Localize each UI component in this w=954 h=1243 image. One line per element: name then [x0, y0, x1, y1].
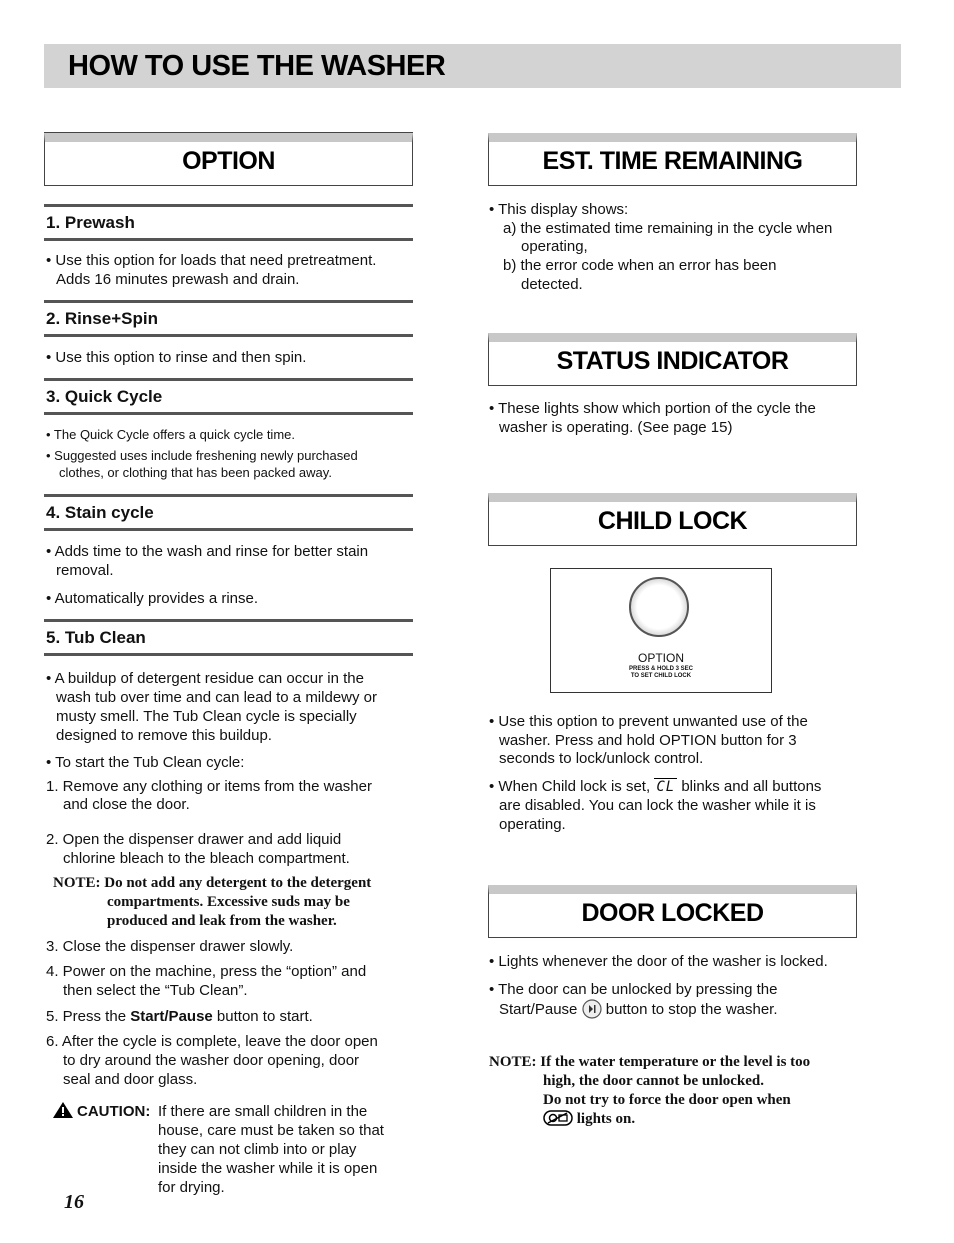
- option-section-header: [44, 133, 413, 186]
- tub-clean-note-l2: compartments. Excessive suds may be: [107, 894, 350, 910]
- door-lock-icon: [543, 1110, 573, 1126]
- page-number: 16: [64, 1191, 84, 1213]
- tub-clean-step5: [46, 1007, 313, 1026]
- start-pause-icon: [582, 999, 602, 1019]
- quick-cycle-text-2: • Suggested uses include freshening newly purchased: [46, 448, 358, 463]
- stain-cycle-heading: 4. Stain cycle: [46, 503, 154, 522]
- cl-symbol-icon: CL: [656, 779, 676, 795]
- door-locked-l3-post: button to stop the washer.: [605, 1001, 778, 1018]
- tub-clean-p2: • To start the Tub Clean cycle:: [46, 754, 245, 771]
- stain-cycle-heading-bar: [44, 494, 413, 531]
- door-locked-note-l4-row: [543, 1110, 635, 1129]
- est-time-l2: a) the estimated time remaining in the cycle when: [503, 220, 833, 237]
- tub-clean-step1-l1: 1. Remove any clothing or items from the washer: [46, 778, 372, 795]
- tub-clean-p1-l1: • A buildup of detergent residue can occur in the: [46, 670, 364, 687]
- door-locked-note-l2: high, the door cannot be unlocked.: [543, 1073, 765, 1089]
- child-lock-p2-l3: operating.: [499, 816, 566, 833]
- door-locked-l2: • The door can be unlocked by pressing the: [489, 981, 778, 998]
- tub-clean-step2-l1: 2. Open the dispenser drawer and add liquid: [46, 831, 342, 848]
- caution-l5: for drying.: [158, 1179, 225, 1196]
- option-button-sub-2: TO SET CHILD LOCK: [630, 673, 692, 679]
- tub-clean-step2-l2: chlorine bleach to the bleach compartment.: [63, 850, 350, 867]
- warning-triangle-icon: [53, 1102, 73, 1118]
- door-locked-note-l3: Do not try to force the door open when: [543, 1092, 791, 1108]
- child-lock-p2-l2: are disabled. You can lock the washer while it is: [499, 797, 816, 814]
- tub-clean-heading-bar: [44, 619, 413, 656]
- option-button-sub-1: PRESS & HOLD 3 SEC: [628, 666, 693, 672]
- tub-clean-step5-pre: 5. Press the: [46, 1008, 131, 1025]
- prewash-text-2: Adds 16 minutes prewash and drain.: [56, 271, 300, 288]
- quick-cycle-heading: 3. Quick Cycle: [46, 387, 163, 406]
- tub-clean-step1-l2: and close the door.: [63, 796, 190, 813]
- est-time-l4: b) the error code when an error has been: [503, 257, 777, 274]
- option-title: OPTION: [182, 147, 275, 175]
- door-locked-note-l1: NOTE: If the water temperature or the level is too: [489, 1054, 811, 1070]
- child-lock-p1-l1: • Use this option to prevent unwanted use of the: [489, 713, 808, 730]
- door-locked-title: DOOR LOCKED: [581, 899, 764, 927]
- child-lock-p1-l3: seconds to lock/unlock control.: [499, 750, 704, 767]
- status-l2: washer is operating. (See page 15): [499, 419, 733, 436]
- quick-cycle-text-1: • The Quick Cycle offers a quick cycle time.: [46, 427, 295, 442]
- status-l1: • These lights show which portion of the cycle the: [489, 400, 816, 417]
- child-lock-section-header: [488, 493, 857, 546]
- rinse-spin-heading: 2. Rinse+Spin: [46, 309, 158, 328]
- caution-l2: house, care must be taken so that: [158, 1122, 384, 1139]
- door-locked-l1: • Lights whenever the door of the washer is locked.: [489, 953, 828, 970]
- door-locked-l3: [499, 999, 778, 1019]
- est-time-l3: operating,: [521, 238, 588, 255]
- child-lock-p2-l1: [489, 777, 821, 797]
- caution-label: CAUTION:: [77, 1103, 151, 1120]
- tub-clean-step6-l2: to dry around the washer door opening, door: [63, 1052, 360, 1069]
- tub-clean-step4-l1: 4. Power on the machine, press the “option” and: [46, 963, 367, 980]
- tub-clean-step6-l1: 6. After the cycle is complete, leave the door open: [46, 1033, 378, 1050]
- tub-clean-step3: 3. Close the dispenser drawer slowly.: [46, 938, 294, 955]
- child-lock-p2-post: blinks and all buttons: [681, 778, 822, 795]
- tub-clean-heading: 5. Tub Clean: [46, 628, 146, 647]
- est-time-l1: • This display shows:: [489, 201, 629, 218]
- caution-l1: If there are small children in the: [158, 1103, 368, 1120]
- child-lock-p1-l2: washer. Press and hold OPTION button for 3: [499, 732, 797, 749]
- tub-clean-p1-l4: designed to remove this buildup.: [56, 727, 272, 744]
- child-lock-title: CHILD LOCK: [597, 507, 748, 535]
- tub-clean-note-l3: produced and leak from the washer.: [107, 913, 337, 929]
- door-locked-note-l4: lights on.: [576, 1111, 636, 1127]
- rinse-spin-text: • Use this option to rinse and then spin.: [46, 349, 307, 366]
- tub-clean-note-l1: NOTE: Do not add any detergent to the detergent: [53, 875, 372, 891]
- prewash-heading: 1. Prewash: [46, 213, 135, 232]
- prewash-text-1: • Use this option for loads that need pretreatment.: [46, 252, 377, 269]
- quick-cycle-text-3: clothes, or clothing that has been packed away.: [59, 465, 332, 480]
- option-knob[interactable]: [629, 577, 689, 637]
- caution-l3: they can not climb into or play: [158, 1141, 357, 1158]
- page-header: [44, 44, 901, 88]
- tub-clean-step6-l3: seal and door glass.: [63, 1071, 198, 1088]
- tub-clean-p1-l2: wash tub over time and can lead to a mildewy or: [56, 689, 377, 706]
- child-lock-p2-pre: • When Child lock is set,: [489, 778, 651, 795]
- stain-cycle-text-1: • Adds time to the wash and rinse for better stain: [46, 543, 369, 560]
- door-locked-section-header: [488, 885, 857, 938]
- tub-clean-p1-l3: musty smell. The Tub Clean cycle is specially: [56, 708, 357, 725]
- caution-l4: inside the washer while it is open: [158, 1160, 378, 1177]
- door-locked-l3-pre: Start/Pause: [499, 1001, 578, 1018]
- status-section-header: [488, 333, 857, 386]
- est-time-section-header: [488, 133, 857, 186]
- stain-cycle-text-2: removal.: [56, 562, 114, 579]
- quick-cycle-heading-bar: [44, 378, 413, 415]
- tub-clean-step5-post: button to start.: [212, 1008, 313, 1025]
- option-button-panel: [550, 568, 772, 693]
- prewash-heading-bar: [44, 204, 413, 241]
- tub-clean-step5-bold: Start/Pause: [130, 1008, 213, 1025]
- stain-cycle-text-3: • Automatically provides a rinse.: [46, 590, 259, 607]
- est-time-title: EST. TIME REMAINING: [542, 147, 803, 175]
- tub-clean-step4-l2: then select the “Tub Clean”.: [63, 982, 248, 999]
- option-button-label: OPTION: [637, 651, 684, 665]
- status-title: STATUS INDICATOR: [556, 347, 789, 375]
- rinse-spin-heading-bar: [44, 300, 413, 337]
- est-time-l5: detected.: [521, 276, 583, 293]
- page-title: HOW TO USE THE WASHER: [68, 50, 446, 82]
